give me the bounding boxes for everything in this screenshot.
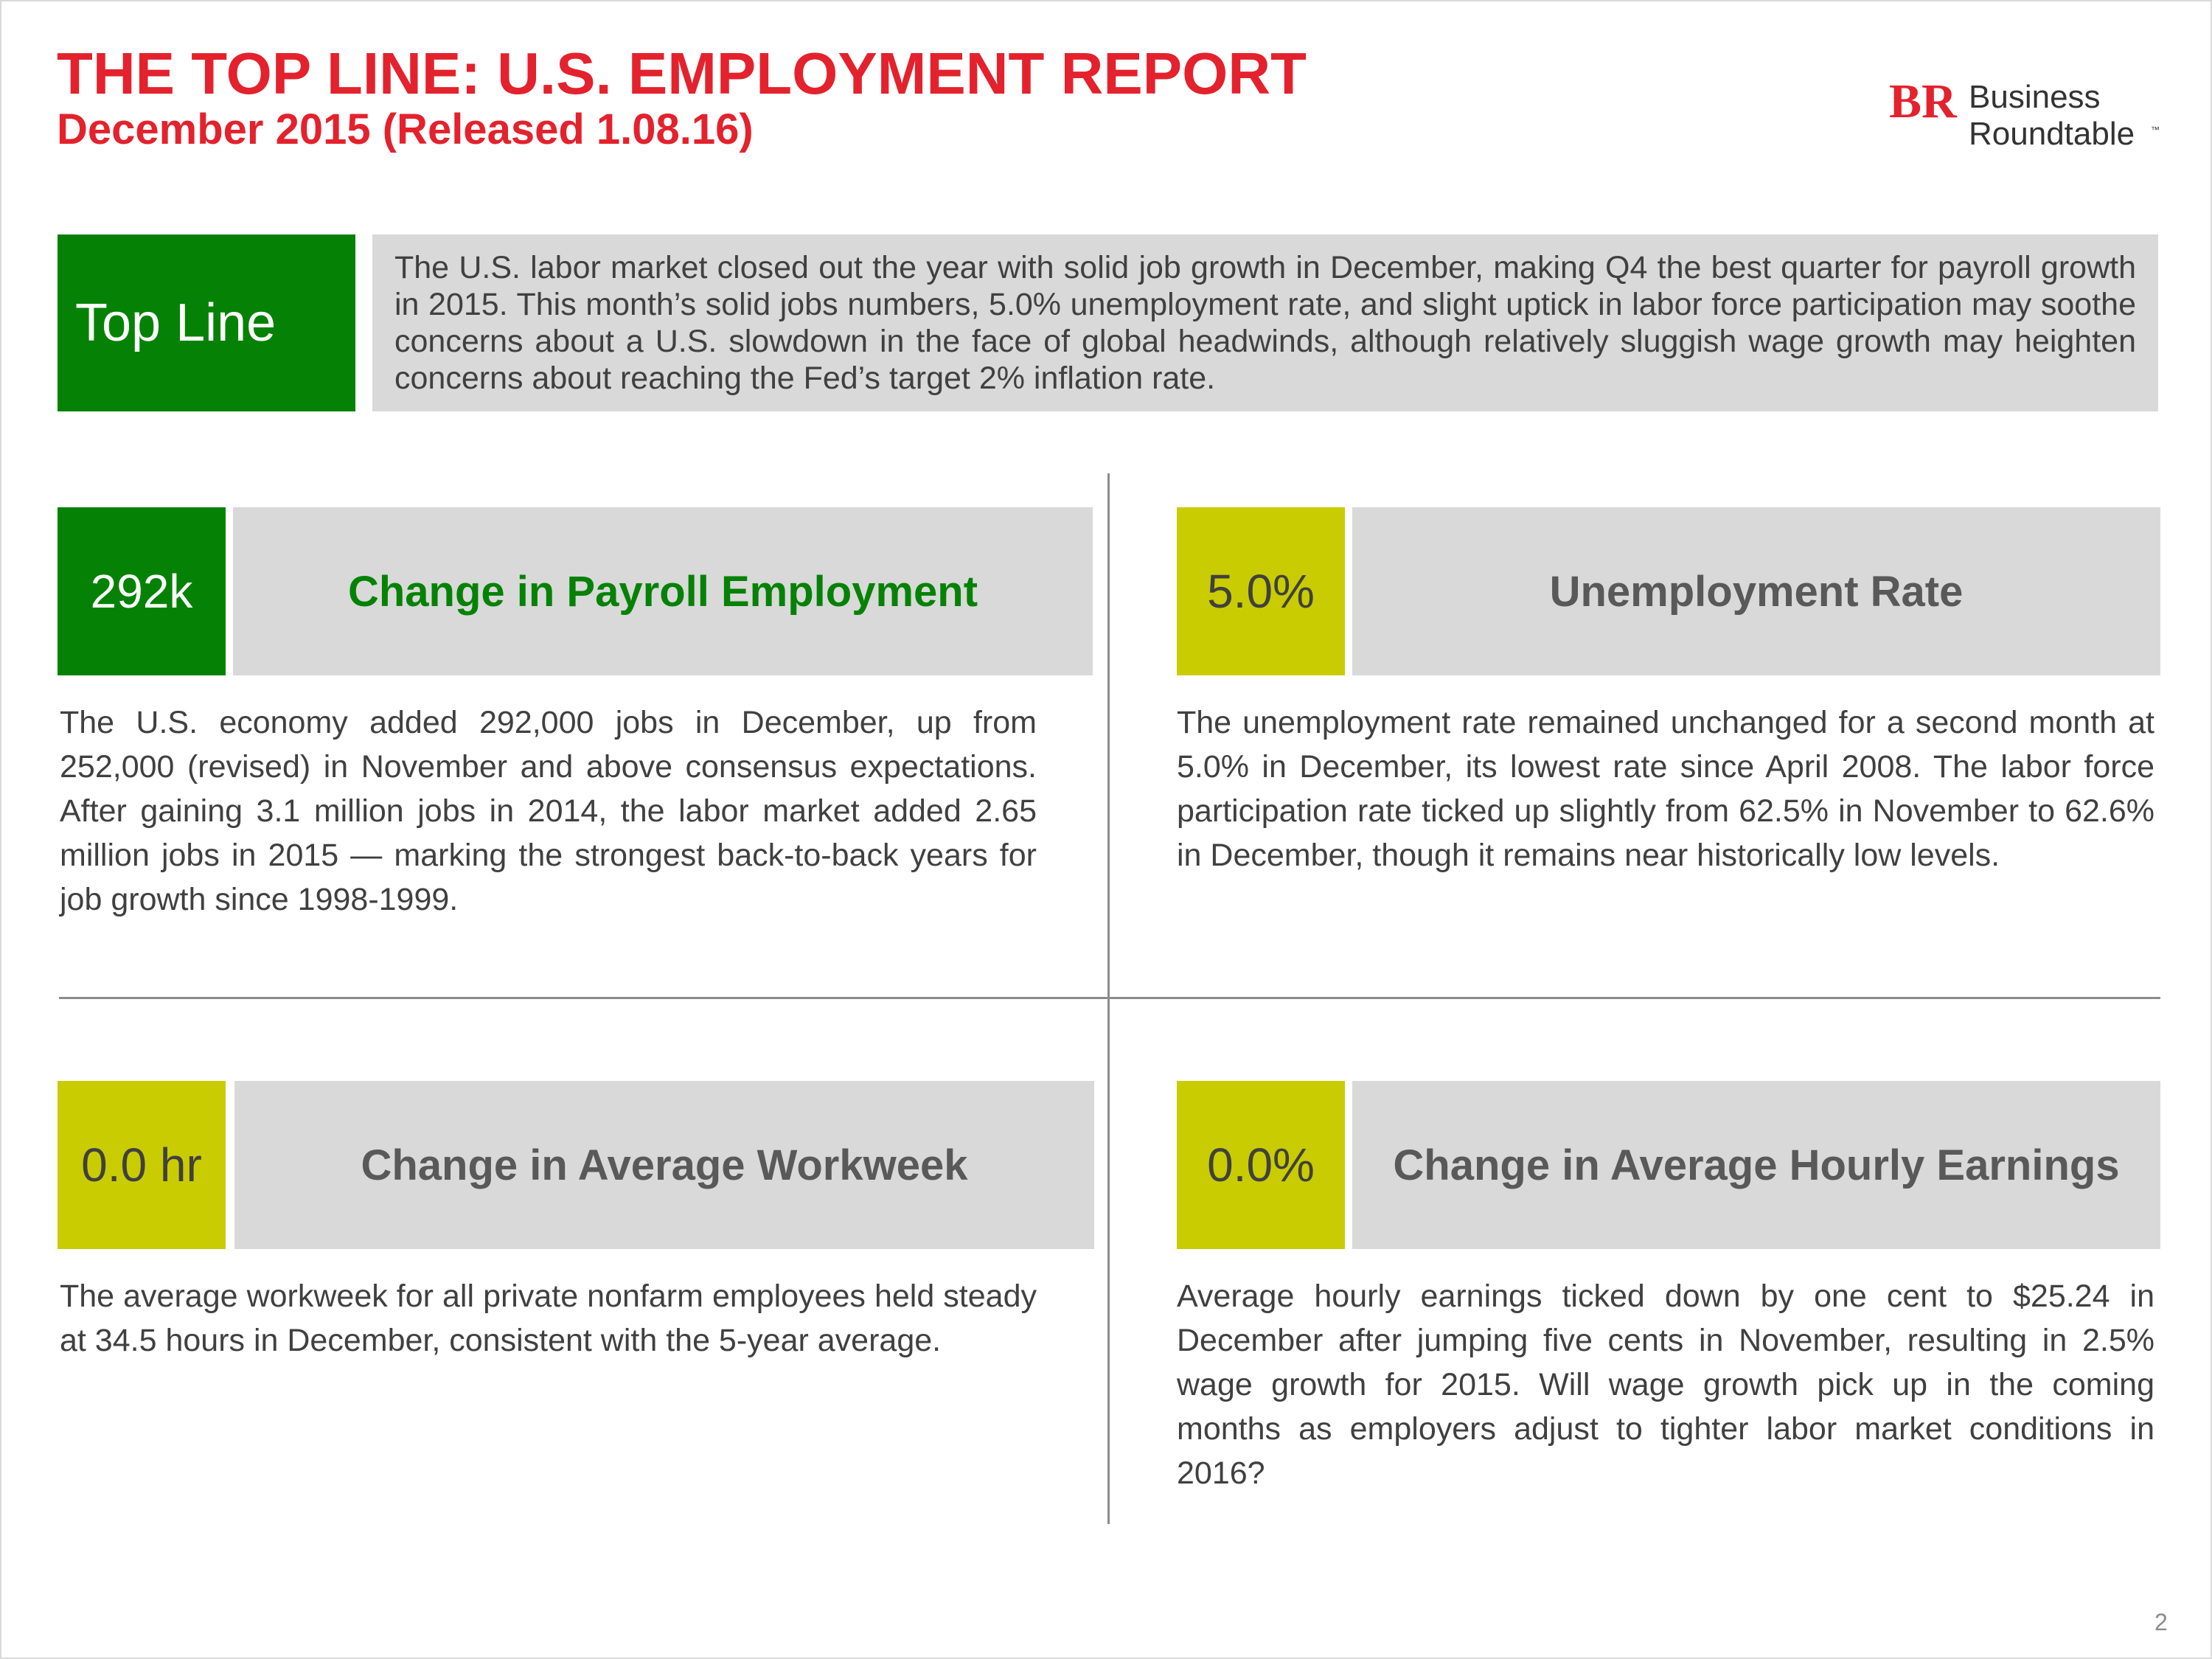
logo-line-1: Business [1969,79,2101,115]
logo-wordmark [1969,79,2135,153]
page-title: THE TOP LINE: U.S. EMPLOYMENT REPORT [57,41,1307,106]
earnings-heading: Change in Average Hourly Earnings [1352,1081,2160,1249]
top-line-label: Top Line [58,234,355,411]
earnings-value: 0.0% [1177,1081,1345,1249]
workweek-heading: Change in Average Workweek [234,1081,1094,1249]
top-line-summary: The U.S. labor market closed out the year with solid job growth in December, making Q4 the best quarter for payroll growth in 2015. This month’s solid jobs numbers, 5.0% unemployment rate, and slight uptick in labor force participation may soothe concerns about a U.S. slowdown in the face of global headwinds, although relatively sluggish wage growth may heighten concerns about reaching the Fed’s target 2% inflation rate. [372,234,2158,411]
page-subtitle: December 2015 (Released 1.08.16) [57,105,754,153]
business-roundtable-logo [1889,72,2162,160]
horizontal-divider [59,997,2160,999]
br-logo-icon [1889,72,1960,131]
svg-text:BR: BR [1889,74,1957,128]
unemployment-heading: Unemployment Rate [1352,507,2160,675]
payroll-value: 292k [58,507,226,675]
workweek-value: 0.0 hr [58,1081,226,1249]
page-number: 2 [2154,1609,2168,1635]
logo-line-2: Roundtable [1969,116,2135,152]
logo-trademark: ™ [2151,125,2160,135]
unemployment-description: The unemployment rate remained unchanged for a second month at 5.0% in December, its lowest rate since April 2008. The labor force participation rate ticked up slightly from 62.5% in November to 62.6% in December, though it remains near historically low levels. [1177,705,2154,873]
unemployment-value: 5.0% [1177,507,1345,675]
payroll-description: The U.S. economy added 292,000 jobs in December, up from 252,000 (revised) in November and above consensus expectations. After gaining 3.1 million jobs in 2014, the labor market added 2.65 million jobs in 2015 — marking the strongest back-to-back years for job growth since 1998-1999. [60,705,1037,917]
payroll-heading: Change in Payroll Employment [233,507,1093,675]
workweek-description: The average workweek for all private nonfarm employees held steady at 34.5 hours in December, consistent with the 5-year average. [60,1279,1037,1358]
earnings-description: Average hourly earnings ticked down by one cent to $25.24 in December after jumping five cents in November, resulting in 2.5% wage growth for 2015. Will wage growth pick up in the coming months as employers adjust to tighter labor market conditions in 2016? [1177,1279,2154,1491]
